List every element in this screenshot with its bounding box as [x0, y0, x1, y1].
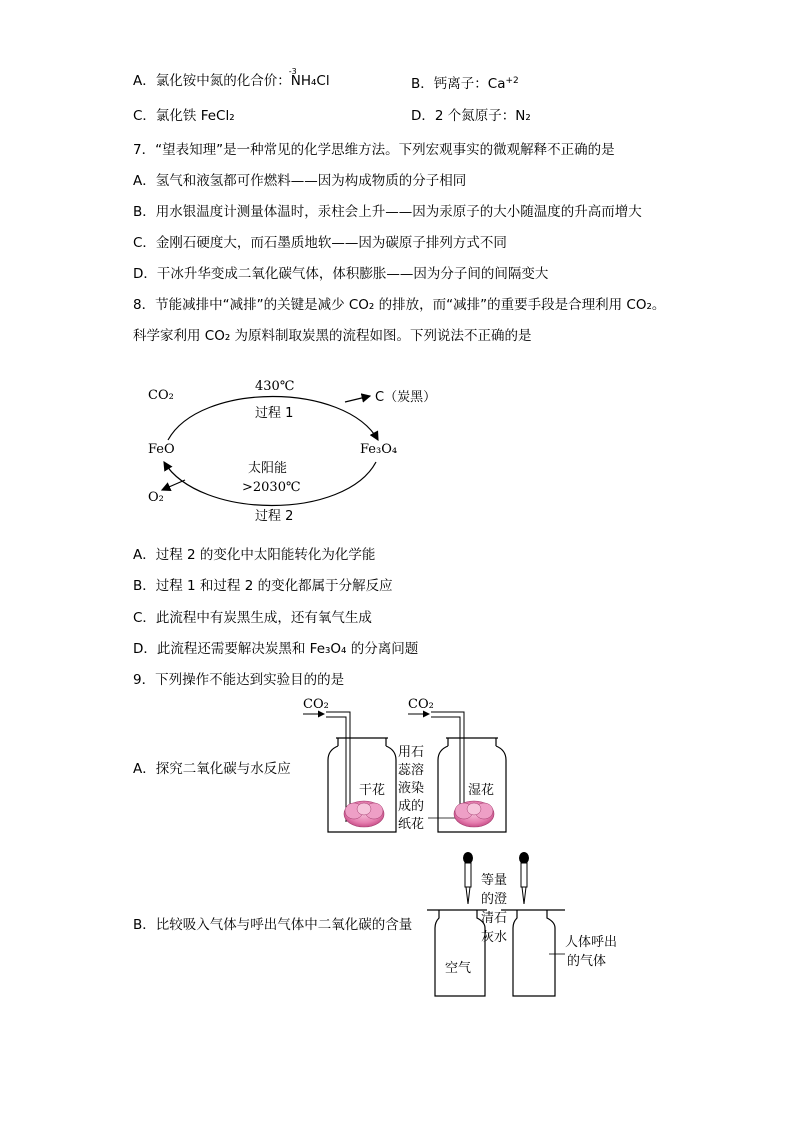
q6-option-a-formula [288, 67, 330, 90]
diagram-process2-label: 过程 2 [255, 509, 294, 524]
diagram-fe3o4-label: Fe₃O₄ [360, 442, 398, 457]
q9-a-middle-label-4: 成的 [398, 799, 425, 814]
q6-option-d: D．2 个氮原子：N₂ [411, 108, 531, 124]
diagram-o2-label: O₂ [148, 490, 164, 505]
q9-a-middle-label-1: 用石 [398, 745, 425, 760]
q8-stem-line1: 8．节能减排中“减排”的关键是减少 CO₂ 的排放，而“减排”的重要手段是合理利用 CO₂。 [133, 297, 666, 313]
q6-option-a-text: A．氯化铵中氮的化合价： [133, 73, 291, 89]
q8-option-d: D．此流程还需要解决炭黑和 Fe₃O₄ 的分离问题 [133, 641, 419, 657]
q6-option-c: C．氯化铁 FeCl₂ [133, 108, 235, 124]
diagram-feo-label: FeO [148, 442, 175, 457]
q8-option-c: C．此流程中有炭黑生成，还有氧气生成 [133, 610, 372, 626]
q8-stem-line2: 科学家利用 CO₂ 为原料制取炭黑的流程如图。下列说法不正确的是 [133, 328, 532, 344]
q9-a-co2-right: CO₂ [408, 697, 434, 712]
q8-option-a: A．过程 2 的变化中太阳能转化为化学能 [133, 547, 376, 563]
diagram-temp2-label: >2030℃ [242, 480, 301, 495]
q7-option-a: A．氢气和液氢都可作燃料——因为构成物质的分子相同 [133, 173, 467, 189]
q9-a-middle-label-2: 蕊溶 [398, 763, 425, 778]
q7-option-b: B．用水银温度计测量体温时，汞柱会上升——因为汞原子的大小随温度的升高而增大 [133, 204, 642, 220]
diagram-co2-label: CO₂ [148, 388, 174, 403]
diagram-solar-label: 太阳能 [248, 461, 288, 476]
q9-a-flower-jars [298, 694, 528, 844]
q7-option-c: C．金刚石硬度大，而石墨质地软——因为碳原子排列方式不同 [133, 235, 507, 251]
diagram-temp1-label: 430℃ [255, 379, 295, 394]
right-dropper-icon [519, 852, 529, 904]
right-flower-icon [454, 801, 494, 827]
q6-option-b [411, 72, 519, 93]
q9-option-b: B．比较吸入气体与呼出气体中二氧化碳的含量 [133, 917, 413, 933]
left-dropper-icon [463, 852, 473, 904]
oxygen-branch-arrow [162, 480, 185, 490]
q6-option-a-valence: -3 [288, 67, 297, 76]
q9-option-a: A．探究二氧化碳与水反应 [133, 761, 291, 777]
diagram-process1-label: 过程 1 [255, 406, 294, 421]
q9-a-middle-label-5: 纸花 [398, 817, 425, 832]
q9-stem: 9．下列操作不能达到实验目的的是 [133, 672, 345, 688]
left-flower-icon [344, 801, 384, 827]
q9-b-exhaled-label-1: 人体呼出 [565, 935, 618, 950]
diagram-carbon-label: C（炭黑） [375, 390, 437, 405]
q9-b-drop-label-1: 等量 [481, 873, 508, 888]
q9-b-exhaled-label-2: 的气体 [567, 954, 607, 969]
q9-a-middle-label-3: 液染 [398, 781, 425, 796]
q6-option-a [133, 67, 330, 90]
q7-option-d: D．干冰升华变成二氧化碳气体，体积膨胀——因为分子间的间隔变大 [133, 266, 549, 282]
q9-a-co2-left: CO₂ [303, 697, 329, 712]
q6-option-a-formula-text: NH₄Cl [290, 73, 330, 89]
q6-option-b-text: B．钙离子：Ca [411, 76, 506, 92]
q9-a-wet-flower: 湿花 [468, 783, 495, 798]
q8-option-b: B．过程 1 和过程 2 的变化都属于分解反应 [133, 578, 393, 594]
left-bottle [427, 910, 487, 996]
q9-b-drop-label-3: 清石 [481, 911, 508, 926]
q9-b-drop-label-4: 灰水 [481, 930, 508, 945]
q6-option-b-charge: +2 [505, 76, 519, 86]
q9-b-air-label: 空气 [445, 961, 472, 976]
carbon-branch-arrow [345, 396, 370, 402]
q9-b-drop-label-2: 的澄 [481, 892, 508, 907]
right-bottle [501, 910, 565, 996]
q7-stem: 7．“望表知理”是一种常见的化学思维方法。下列宏观事实的微观解释不正确的是 [133, 142, 615, 158]
q9-b-bottles [425, 848, 645, 1000]
q8-flow-diagram [140, 372, 440, 532]
q9-a-dry-flower: 干花 [359, 783, 386, 798]
